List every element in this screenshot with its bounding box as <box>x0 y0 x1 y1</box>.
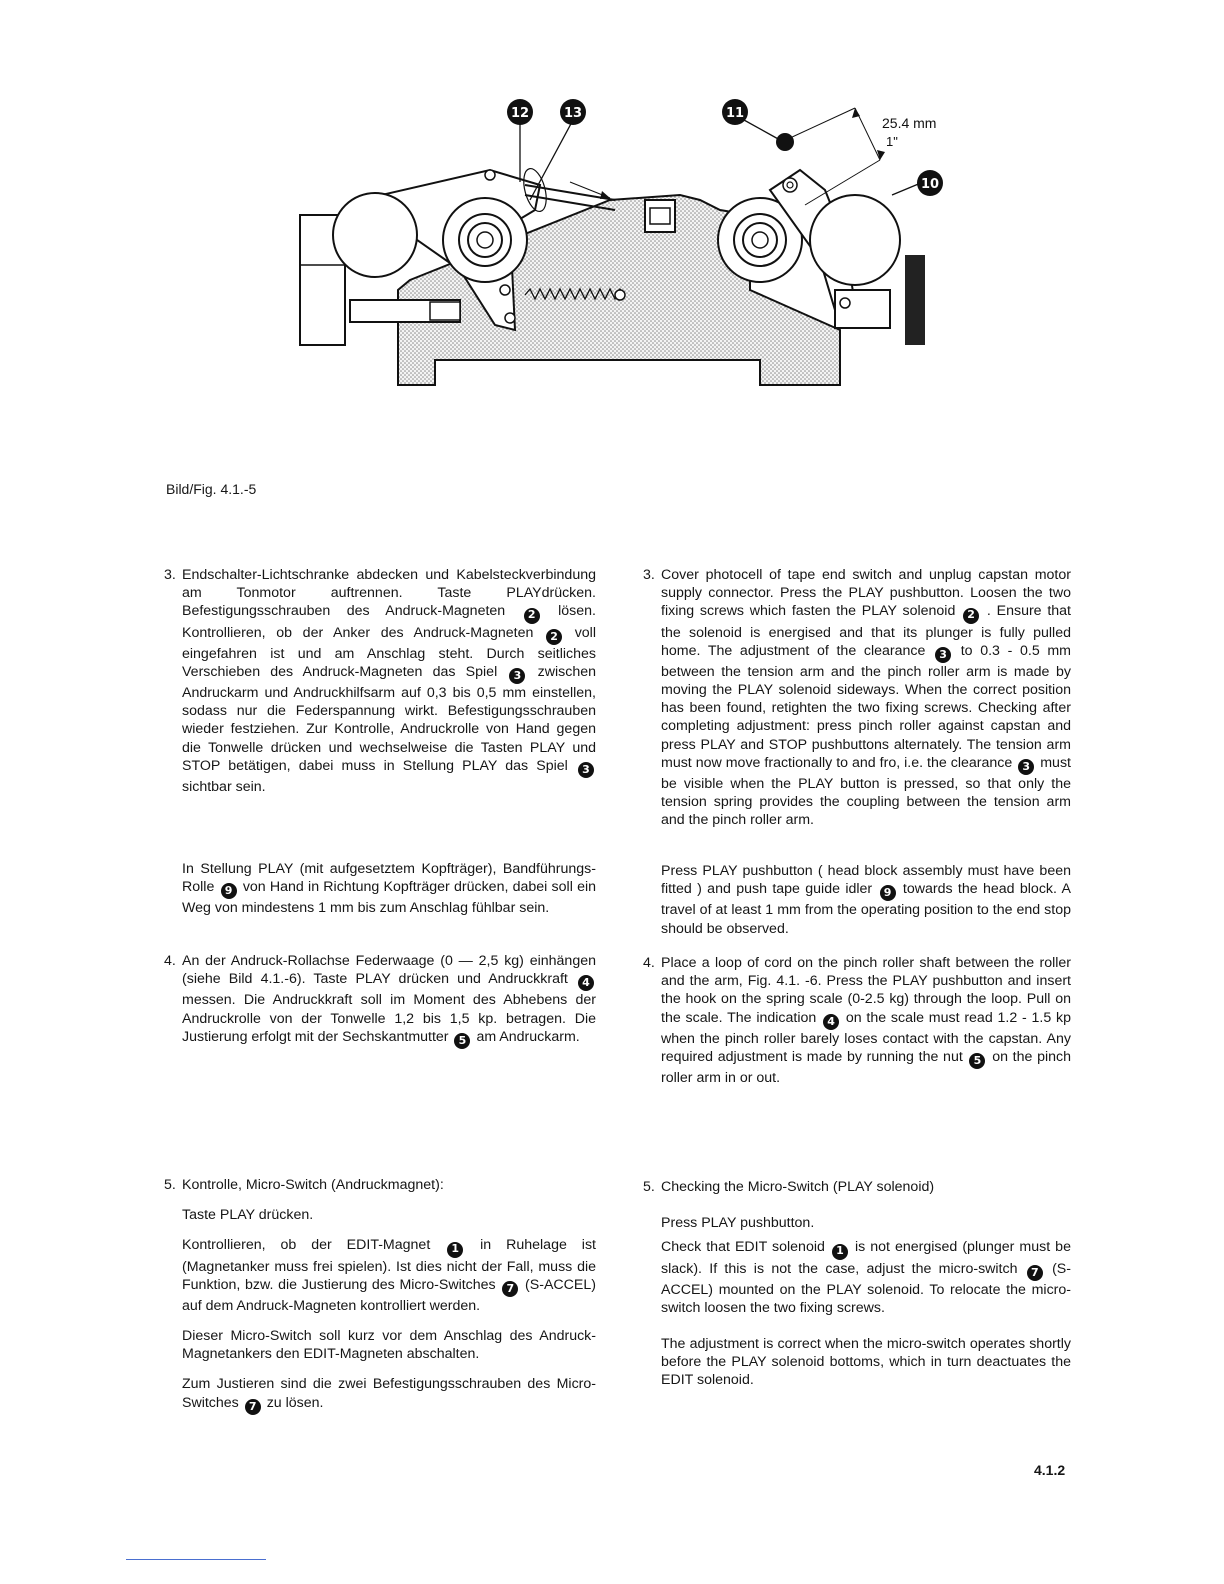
text: to 0.3 - 0.5 mm between the tension arm and the pinch roller arm is made by moving the PLAY solenoid sideways. When the correct position has been found, retighten the two fixing screws. Checking after completing adjustment: press pinch roller against capstan and press PLAY and STOP pushbuttons alternately. The tension arm must now move fractionally to and fro, i.e. the clearance <box>661 642 1072 771</box>
section-number: 3. <box>643 567 655 583</box>
paragraph: The adjustment is correct when the micro-switch operates shortly before the PLAY solenoid bottoms, which in turn deactuates the EDIT solenoid. <box>661 1336 1071 1389</box>
callout-badge: 5 <box>969 1053 985 1069</box>
german-section-5 <box>164 1176 596 1415</box>
text: Place a loop of cord on the pinch roller shaft between the roller and the arm, Fig. 4.1. -6. Press the PLAY pushbutton and insert the hook on the spring scale (0-2.5 kg) through the loop. Pull on the scale. The indication <box>661 955 1071 1026</box>
text: must be visible when the PLAY button is pressed, so that only the tension spring provides the coupling between the tension arm and the pinch roller arm. <box>661 754 1071 829</box>
text: is not energised (plunger must be slack). If this is not the case, adjust the micro-switch <box>661 1239 1071 1277</box>
text: Press PLAY pushbutton ( head block assembly must have been fitted ) and push tape guide idler <box>661 863 1071 898</box>
callout-badge: 3 <box>509 668 525 684</box>
text: messen. Die Andruckkraft soll im Moment des Abhebens der Andruckrolle von der Tonwelle 1,2 bis 1,5 kp. betragen. Die Justierung erfolgt mit der Sechskantmutter <box>182 992 596 1045</box>
section-number: 4. <box>643 955 655 971</box>
text: (S-ACCEL) mounted on the PLAY solenoid. To relocate the micro-switch loosen the two fixing screws. <box>661 1260 1071 1316</box>
section-number: 3. <box>164 567 176 583</box>
section-title: Checking the Micro-Switch (PLAY solenoid) <box>661 1179 935 1195</box>
footer-rule <box>126 1559 266 1560</box>
callout-13 <box>560 99 586 125</box>
english-section-3 <box>643 566 1071 830</box>
callout-10 <box>917 170 943 196</box>
callout-badge: 4 <box>578 975 594 991</box>
callout-badge: 9 <box>880 885 896 901</box>
text: In Stellung PLAY (mit aufgesetztem Kopfträger), Bandführungs-Rolle <box>182 861 596 896</box>
text: . Ensure that the solenoid is energised and that its plunger is fully pulled home. The adjustment of the clearance <box>661 603 1072 659</box>
text: An der Andruck-Rollachse Federwaage (0 — 2,5 kg) einhängen (siehe Bild 4.1.-6). Taste PLAY drücken und Andruckkraft <box>182 953 596 988</box>
callout-badge: 7 <box>1027 1265 1043 1281</box>
figure-caption: Bild/Fig. 4.1.-5 <box>166 481 257 497</box>
callout-badge: 2 <box>546 629 562 645</box>
svg-text:10: 10 <box>920 177 940 192</box>
text: zwischen Andruckarm und Andruckhilfsarm auf 0,3 bis 0,5 mm einstellen, sodass nur die Federspannung wirkt. Befestigungsschrauben wieder festziehen. Zur Kontrolle, Andruckrolle von Hand gegen die Tonwelle drücken und wechselweise die Tasten PLAY und STOP betätigen, dabei muss in Stellung PLAY das Spiel <box>182 663 596 774</box>
callout-badge: 2 <box>524 608 540 624</box>
text: on the scale must read 1.2 - 1.5 kp when the pinch roller barely loses contact with the capstan. Any required adjustment is made by running the nut <box>661 1009 1071 1065</box>
section-number: 5. <box>643 1179 655 1195</box>
text: von Hand in Richtung Kopfträger drücken, dabei soll ein Weg von mindestens 1 mm bis zum Anschlag fühlbar sein. <box>182 879 596 917</box>
svg-text:13: 13 <box>563 106 583 121</box>
dimension-inch-label: 1" <box>886 134 898 149</box>
callout-badge: 7 <box>245 1399 261 1415</box>
paragraph: Press PLAY pushbutton. <box>661 1215 815 1232</box>
text: (S-ACCEL) auf dem Andruck-Magneten kontrolliert werden. <box>182 1276 596 1314</box>
callout-11 <box>722 99 748 125</box>
text: zu lösen. <box>266 1394 324 1411</box>
text: in Ruhelage ist (Magnetanker muss frei spielen). Ist dies nicht der Fall, muss die Funktion, bzw. die Justierung des Micro-Switches <box>182 1237 596 1293</box>
dimension-mm-label: 25.4 mm <box>882 115 937 131</box>
text: on the pinch roller arm in or out. <box>661 1048 1071 1086</box>
callout-badge: 9 <box>221 883 237 899</box>
text: Zum Justieren sind die zwei Befestigungsschrauben des Micro-Switches <box>182 1376 596 1411</box>
text: lösen. Kontrollieren, ob der Anker des Andruck-Magneten <box>182 603 596 641</box>
svg-text:12: 12 <box>510 106 530 121</box>
callout-badge: 3 <box>935 647 951 663</box>
german-section-4 <box>164 952 596 1049</box>
text: am Andruckarm. <box>476 1028 580 1045</box>
callout-badge: 7 <box>502 1281 518 1297</box>
text: Kontrollieren, ob der EDIT-Magnet <box>182 1237 431 1254</box>
page-number: 4.1.2 <box>1034 1462 1066 1478</box>
callout-badge: 1 <box>447 1242 463 1258</box>
german-section-3 <box>164 566 596 796</box>
callout-12 <box>507 99 533 125</box>
german-play-check <box>182 860 596 918</box>
section-title: Kontrolle, Micro-Switch (Andruckmagnet): <box>182 1177 444 1193</box>
svg-text:11: 11 <box>725 106 745 121</box>
text: Check that EDIT solenoid <box>661 1239 825 1256</box>
text: voll eingefahren ist und am Anschlag steht. Durch seitliches Verschieben des Andruck-Magneten das Spiel <box>182 624 596 680</box>
callout-badge: 1 <box>832 1244 848 1260</box>
mechanism-diagram <box>280 90 980 390</box>
text: sichtbar sein. <box>182 778 266 795</box>
section-number: 4. <box>164 953 176 969</box>
callout-badge: 5 <box>454 1033 470 1049</box>
callout-badge: 2 <box>963 608 979 624</box>
english-play-check <box>661 862 1071 938</box>
english-section-4 <box>643 954 1071 1087</box>
section-number: 5. <box>164 1177 176 1193</box>
text: Cover photocell of tape end switch and unplug capstan motor supply connector. Press the PLAY pushbutton. Loosen the two fixing screws which fasten the PLAY solenoid <box>661 567 1071 620</box>
text: towards the head block. A travel of at least 1 mm from the operating position to the end stop should be observed. <box>661 881 1071 937</box>
paragraph: Dieser Micro-Switch soll kurz vor dem Anschlag des Andruck-Magnetankers den EDIT-Magneten abschalten. <box>182 1328 596 1363</box>
callout-badge: 3 <box>578 762 594 778</box>
right-pinch-roller <box>810 195 900 285</box>
left-capstan <box>443 198 527 282</box>
callout-badge: 4 <box>823 1014 839 1030</box>
callout-badge: 3 <box>1018 759 1034 775</box>
paragraph: Taste PLAY drücken. <box>182 1207 314 1224</box>
text: Endschalter-Lichtschranke abdecken und Kabelsteckverbindung am Tonmotor auftrennen. Taste PLAYdrücken. Befestigungsschrauben des Andruck-Magneten <box>182 567 596 620</box>
left-pinch-roller <box>333 193 417 277</box>
english-section-5 <box>643 1178 1071 1390</box>
